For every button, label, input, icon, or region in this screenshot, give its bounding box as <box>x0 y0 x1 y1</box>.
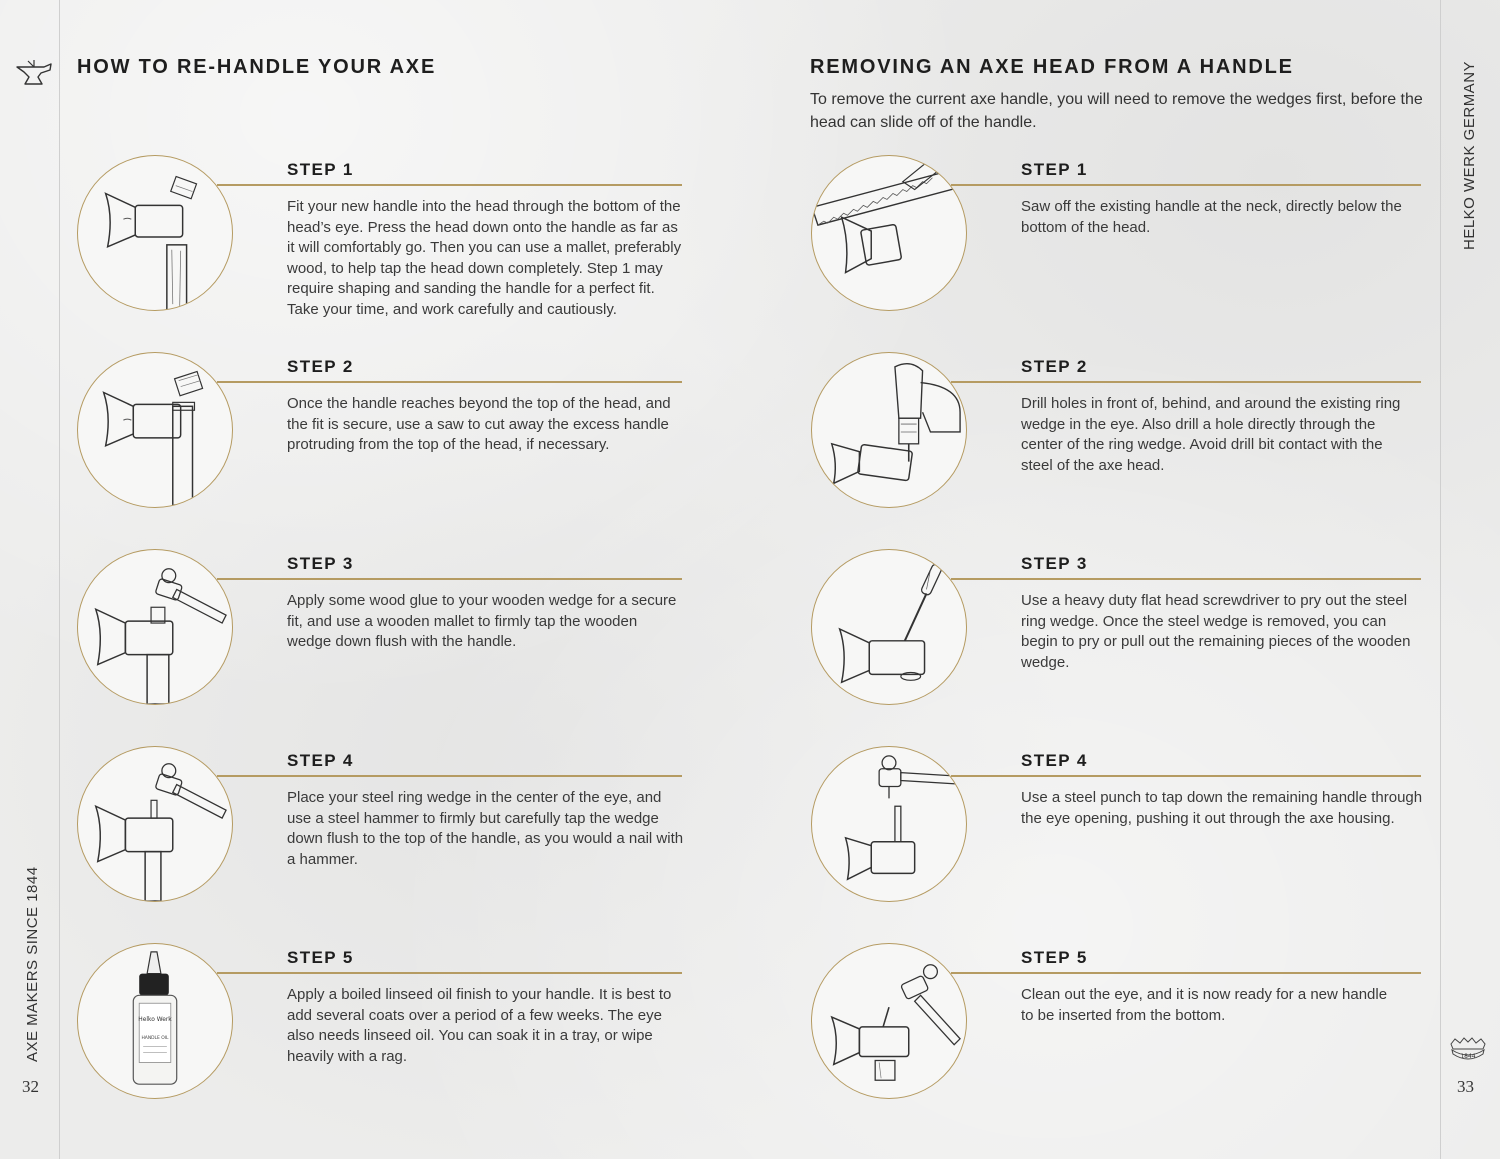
step-description: Place your steel ring wedge in the center of the eye, and use a steel hammer to firmly but carefully tap the wedge down flush to the top of the handle, as you would a nail with a hammer. <box>287 789 684 868</box>
axe-head-on-handle-icon <box>77 155 233 311</box>
step-title: STEP 3 <box>1021 554 1088 573</box>
anvil-logo-icon <box>14 58 54 90</box>
step-title: STEP 3 <box>287 554 354 573</box>
step-description: Saw off the existing handle at the neck, directly below the bottom of the head. <box>1021 198 1402 236</box>
step-description: Clean out the eye, and it is now ready for a new handle to be inserted from the bottom. <box>1021 986 1388 1024</box>
step-title: STEP 1 <box>287 160 354 179</box>
left-side-tagline: AXE MAKERS SINCE 1844 <box>24 866 41 1062</box>
step-title: STEP 5 <box>287 948 354 967</box>
step-title: STEP 2 <box>1021 357 1088 376</box>
crest-1844-icon <box>1447 1036 1489 1066</box>
step-description: Use a steel punch to tap down the remaining handle through the eye opening, pushing it out through the axe housing. <box>1021 789 1423 827</box>
screwdriver-icon <box>811 549 967 705</box>
steel-punch-icon <box>811 746 967 902</box>
step-description: Use a heavy duty flat head screwdriver to pry out the steel ring wedge. Once the steel wedge is removed, you can begin to pry or pull out the remaining pieces of the wooden wedge. <box>1021 592 1411 671</box>
step-divider <box>217 972 682 974</box>
step-title: STEP 5 <box>1021 948 1088 967</box>
mallet-wooden-wedge-icon <box>77 549 233 705</box>
crest-year: 1844 <box>1460 1053 1476 1060</box>
right-side-tagline: HELKO WERK GERMANY <box>1461 60 1478 250</box>
step-title: STEP 1 <box>1021 160 1088 179</box>
step-title: STEP 4 <box>1021 751 1088 770</box>
step-divider <box>951 184 1421 186</box>
drill-icon <box>811 352 967 508</box>
right-page-margin-line <box>1440 0 1441 1159</box>
step-divider <box>217 775 682 777</box>
step-divider <box>951 972 1421 974</box>
step-divider <box>217 578 682 580</box>
bottle-product-label: HANDLE OIL <box>141 1035 169 1041</box>
step-divider <box>217 184 682 186</box>
right-page-heading: REMOVING AN AXE HEAD FROM A HANDLE <box>810 56 1294 78</box>
axe-handle-cut-icon <box>77 352 233 508</box>
handle-oil-bottle-icon <box>77 943 233 1099</box>
step-divider <box>217 381 682 383</box>
handle-piece-removed-icon <box>811 943 967 1099</box>
step-description: Apply a boiled linseed oil finish to your handle. It is best to add several coats over a period of a few weeks. The eye also needs linseed oil. You can soak it in a tray, or wipe heavily with a rag. <box>287 986 672 1065</box>
hammer-steel-wedge-icon <box>77 746 233 902</box>
page-number-right: 33 <box>1457 1077 1474 1096</box>
step-description: Fit your new handle into the head through the bottom of the head’s eye. Press the head down onto the handle as far as it will comfortably go. Then you can use a mallet, preferably wood, to help tap the head down completely. Step 1 may require shaping and sanding the handle for a perfect fit. Take your time, and work carefully and cautiously. <box>287 198 682 318</box>
step-description: Apply some wood glue to your wooden wedge for a secure fit, and use a wooden mallet to firmly tap the wooden wedge down flush with the handle. <box>287 592 677 650</box>
left-page-heading: HOW TO RE-HANDLE YOUR AXE <box>77 56 437 78</box>
step-title: STEP 2 <box>287 357 354 376</box>
step-divider <box>951 775 1421 777</box>
step-divider <box>951 578 1421 580</box>
step-title: STEP 4 <box>287 751 354 770</box>
step-description: Once the handle reaches beyond the top of the head, and the fit is secure, use a saw to cut away the excess handle protruding from the top of the head, if necessary. <box>287 395 671 453</box>
left-page-margin-line <box>59 0 60 1159</box>
bottle-brand-label: Helko Werk <box>138 1017 172 1023</box>
right-page-intro: To remove the current axe handle, you will need to remove the wedges first, before the head can slide off of the handle. <box>810 91 1423 131</box>
step-divider <box>951 381 1421 383</box>
step-description: Drill holes in front of, behind, and around the existing ring wedge in the eye. Also drill a hole directly through the center of the ring wedge. Avoid drill bit contact with the steel of the axe head. <box>1021 395 1401 474</box>
saw-handle-icon <box>811 155 967 311</box>
page-number-left: 32 <box>22 1077 39 1096</box>
